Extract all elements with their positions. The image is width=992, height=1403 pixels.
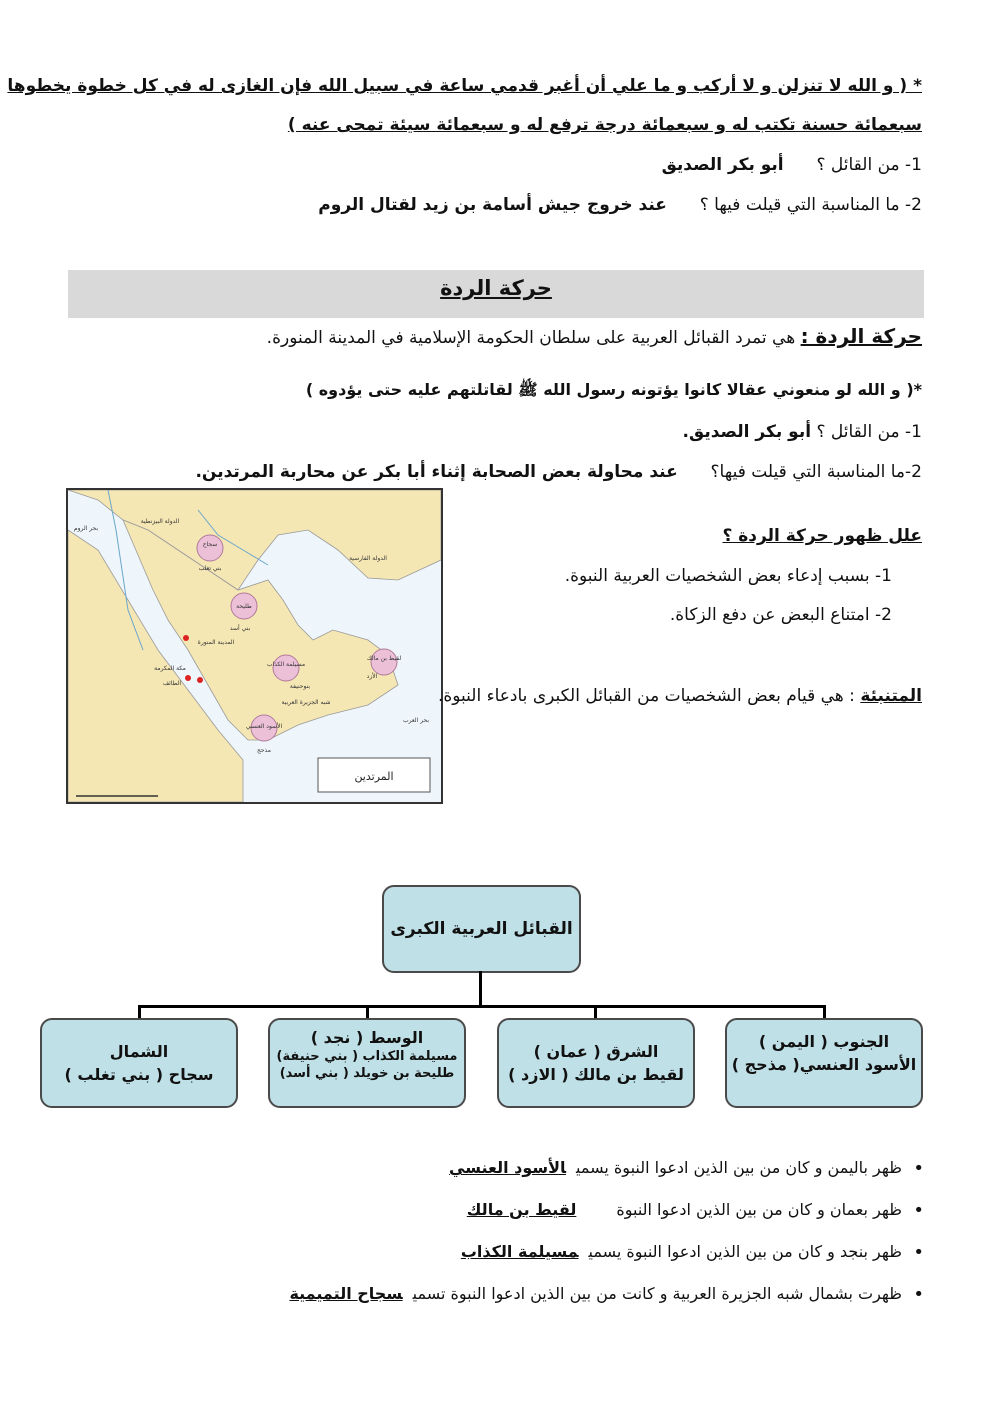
- map-label-aswad: الأسود العنسي: [245, 723, 283, 730]
- connector-north: [138, 1005, 141, 1019]
- quote2-answer-1: أبو بكر الصديق.: [682, 422, 812, 442]
- mutanabbi-text: : هي قيام بعض الشخصيات من القبائل الكبرى بادعاء النبوة.: [437, 686, 855, 706]
- quote1-question-1: 1- من القائل ؟: [816, 155, 922, 175]
- quote1-question-2: 2- ما المناسبة التي قيلت فيها ؟: [699, 195, 922, 215]
- marker-laqit: [371, 649, 397, 675]
- section-title: حركة الردة: [440, 276, 552, 300]
- bullet-answer: الأسود العنسي: [449, 1158, 567, 1177]
- reason-2: 2- امتناع البعض عن دفع الزكاة.: [669, 605, 892, 625]
- marker-musaylima: [273, 655, 299, 681]
- mutanabbi-term: المتنبئة: [860, 686, 922, 706]
- dot-madina: [183, 635, 189, 641]
- bullet-list: [142, 1158, 902, 1326]
- map-label-laqit: لقيط بن مالك: [366, 655, 402, 662]
- quote2-answer-2: عند محاولة بعض الصحابة إثناء أبا بكر عن محاربة المرتدين.: [195, 462, 678, 482]
- quote1-q1: [662, 155, 922, 175]
- bullet-answer: مسيلمة الكذاب: [460, 1242, 579, 1261]
- map-label-musaylima: مسيلمة الكذاب: [266, 661, 306, 668]
- quote2-text: *( و الله لو منعوني عقالا كانوا يؤتونه رسول الله ﷺ لقاتلتهم عليه حتى يؤدوه ): [305, 380, 922, 399]
- map-graphic: [68, 490, 441, 802]
- chart-east-line: لقيط بن مالك ( الازد ): [508, 1065, 684, 1085]
- map-legend: المرتدين: [354, 770, 394, 783]
- section-banner: [68, 270, 924, 318]
- chart-root-label: القبائل العربية الكبرى: [390, 919, 573, 939]
- map-label-persian: الدولة الفارسية: [349, 555, 387, 562]
- bullet-text: ظهر بنجد و كان من بين الذين ادعوا النبوة يسمي: [588, 1242, 902, 1261]
- mutanabbi-definition: [438, 686, 922, 706]
- bullet-text: ظهرت بشمال شبه الجزيرة العربية و كانت من بين الذين ادعوا النبوة تسمي: [412, 1284, 902, 1303]
- dot-taif: [197, 677, 203, 683]
- apostasy-map: [66, 488, 443, 804]
- map-label-taif: الطائف: [162, 680, 182, 687]
- map-label-byzantine: الدولة البيزنطية: [140, 518, 180, 525]
- bullet-answer: لقيط بن مالك: [466, 1200, 577, 1219]
- map-label-roman-sea: بحر الروم: [73, 525, 99, 532]
- map-label-makka: مكة المكرمة: [154, 665, 186, 672]
- connector-root: [479, 971, 482, 1007]
- list-item: [142, 1200, 902, 1242]
- map-label-madina: المدينة المنورة: [197, 639, 235, 646]
- quote2-question-2: 2-ما المناسبة التي قيلت فيها؟: [710, 462, 922, 482]
- definition: [267, 324, 922, 348]
- chart-south-line: الأسود العنسي( مذحج ): [731, 1055, 917, 1075]
- reason-1: 1- بسبب إدعاء بعض الشخصيات العربية النبوة.: [564, 566, 892, 586]
- chart-north: [40, 1018, 238, 1108]
- map-label-tulayha: طليحة: [236, 603, 252, 610]
- chart-north-line: سجاح ( بني تغلب ): [64, 1065, 214, 1085]
- map-label-azd: الأزد: [366, 673, 378, 680]
- list-item: [142, 1158, 902, 1200]
- map-label-taghlib: بني تغلب: [198, 565, 222, 572]
- bullet-answer: سجاح التميمية: [289, 1284, 403, 1303]
- definition-text: هي تمرد القبائل العربية على سلطان الحكومة الإسلامية في المدينة المنورة.: [266, 328, 796, 348]
- chart-east-title: الشرق ( عمان ): [533, 1042, 659, 1061]
- chart-north-title: الشمال: [109, 1042, 169, 1061]
- map-label-madhhij: مذحج: [257, 747, 271, 754]
- chart-east: [497, 1018, 695, 1108]
- list-item: [142, 1242, 902, 1284]
- chart-center-line1: مسيلمة الكذاب ( بني حنيفة): [276, 1048, 458, 1064]
- connector-center: [366, 1005, 369, 1019]
- quote2-q1: [683, 422, 922, 442]
- quote1-answer-1: أبو بكر الصديق: [661, 155, 784, 175]
- quote1-answer-2: عند خروج جيش أسامة بن زيد لقتال الروم: [318, 195, 667, 215]
- quote1-line2: سبعمائة حسنة تكتب له و سبعمائة درجة ترفع له و سبعمائة سيئة تمحى عنه ): [287, 115, 922, 135]
- map-label-peninsula: شبه الجزيرة العربية: [281, 699, 331, 706]
- bullet-text: ظهر باليمن و كان من بين الذين ادعوا النبوة يسمي: [576, 1158, 902, 1177]
- quote2-q2: [195, 462, 922, 482]
- chart-south: [725, 1018, 923, 1108]
- chart-root: [382, 885, 581, 973]
- list-item: [142, 1284, 902, 1326]
- reasons-title: علل ظهور حركة الردة ؟: [722, 526, 922, 546]
- quote1-line1: * ( و الله لا تنزلن و لا أركب و ما علي أن أغبر قدمي ساعة في سبيل الله فإن الغازى له في كل خطوة يخطوها: [7, 76, 922, 96]
- chart-south-title: الجنوب ( اليمن ): [758, 1032, 890, 1051]
- dot-makka: [185, 675, 191, 681]
- marker-sajah: [197, 535, 223, 561]
- chart-center: [268, 1018, 466, 1108]
- quote1-q2: [318, 195, 922, 215]
- map-label-asad: بني أسد: [229, 625, 251, 632]
- connector-east: [594, 1005, 597, 1019]
- bullet-text: ظهر بعمان و كان من بين الذين ادعوا النبوة: [616, 1200, 902, 1219]
- quote2-question-1: 1- من القائل ؟: [816, 422, 922, 442]
- map-label-sajah: سجاح: [202, 541, 218, 548]
- definition-term: حركة الردة :: [800, 324, 922, 348]
- chart-center-line2: طليحة بن خويلد ( بني أسد): [279, 1065, 455, 1081]
- map-label-arab-sea: بحر العرب: [402, 717, 430, 724]
- chart-center-title: الوسط ( نجد ): [310, 1028, 424, 1047]
- map-label-hanifa: بنوحنيفة: [289, 683, 311, 690]
- connector-horizontal: [138, 1005, 826, 1008]
- connector-south: [823, 1005, 826, 1019]
